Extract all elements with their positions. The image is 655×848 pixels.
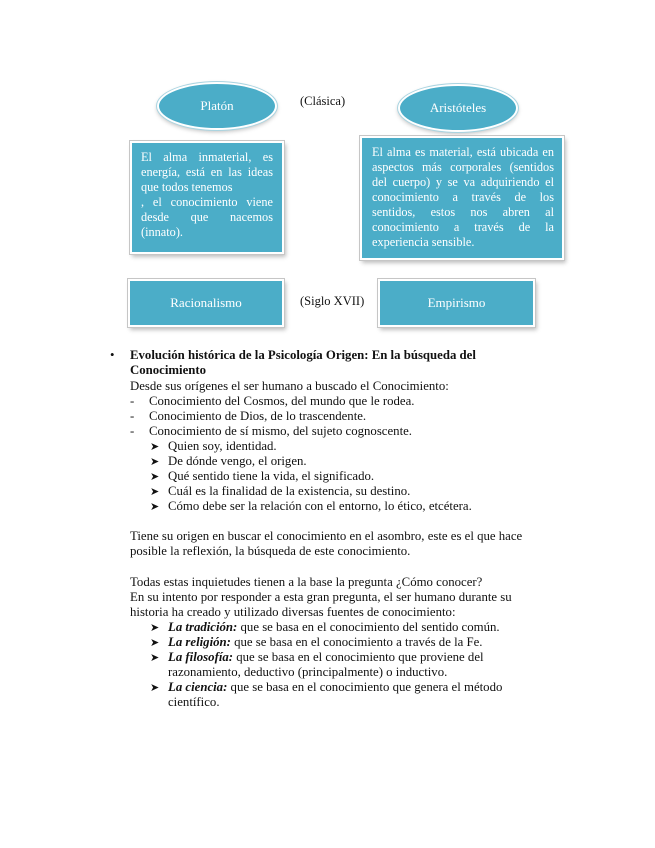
arrow-bullet-icon: ➤ [150,622,160,634]
intro-text: Desde sus orígenes el ser humano a buscado el Conocimiento: [130,379,449,393]
source-term: La tradición: [168,620,238,634]
platon-desc-part1: El alma inmaterial, es energía, está en las ideas que todos tenemos [141,150,273,194]
bullet: • [110,348,115,362]
source-continuation: razonamiento, deductivo (principalmente) o inductivo. [168,665,448,679]
dash: - [130,424,135,438]
arrow-item: Quien soy, identidad. [168,439,277,453]
section-heading-line2: Conocimiento [130,363,207,377]
dash: - [130,394,135,408]
arrow-item: Qué sentido tiene la vida, el significado. [168,469,375,483]
source-item-filosofia [168,650,484,665]
arrow-bullet-icon: ➤ [150,471,160,483]
aristoteles-label: Aristóteles [429,100,487,115]
source-item-ciencia [168,680,502,695]
section-heading-line1: Evolución histórica de la Psicología Origen: En la búsqueda del [130,348,476,362]
siglo-label: (Siglo XVII) [300,294,365,308]
platon-desc-part2: , el conocimiento viene desde que nacemos (innato). [141,195,273,239]
arrow-bullet-icon: ➤ [150,637,160,649]
dash: - [130,409,135,423]
arrow-bullet-icon: ➤ [150,501,160,513]
paragraph-1-line2: posible la reflexión, la búsqueda de este conocimiento. [130,544,411,558]
arrow-bullet-icon: ➤ [150,456,160,468]
source-term: La ciencia: [168,680,228,694]
source-term: La filosofía: [168,650,234,664]
aristoteles-description-box [360,136,564,260]
aristoteles-oval [398,84,518,132]
source-item-tradicion [168,620,500,635]
racionalismo-label: Racionalismo [170,295,242,310]
source-continuation: científico. [168,695,220,709]
arrow-bullet-icon: ➤ [150,652,160,664]
paragraph-2-line3: historia ha creado y utilizado diversas fuentes de conocimiento: [130,605,456,619]
paragraph-1-line1: Tiene su origen en buscar el conocimiento en el asombro, este es el que hace [130,529,523,543]
arrow-bullet-icon: ➤ [150,682,160,694]
arrow-bullet-icon: ➤ [150,486,160,498]
arrow-item: Cómo debe ser la relación con el entorno, lo ético, etcétera. [168,499,472,513]
racionalismo-box [128,279,284,327]
source-text: que se basa en el conocimiento a través de la Fe. [230,635,483,649]
source-text: que se basa en el conocimiento que genera el método [227,680,503,694]
empirismo-label: Empirismo [427,295,486,310]
platon-description-box [130,141,284,254]
aristoteles-desc: El alma es material, está ubicada en aspectos más corporales (sentidos del cuerpo) y se va adquiriendo el conocimiento a través de los sentidos, estos nos abren al conocimiento a través de la experiencia sensible. [372,145,554,249]
clasica-label: (Clásica) [300,94,346,108]
arrow-item: De dónde vengo, el origen. [168,454,307,468]
source-item-religion [168,635,483,650]
platon-label: Platón [200,98,234,113]
paragraph-2-line2: En su intento por responder a esta gran pregunta, el ser humano durante su [130,590,512,604]
dash-item: Conocimiento de Dios, de lo trascendente. [149,409,367,423]
arrow-item: Cuál es la finalidad de la existencia, su destino. [168,484,411,498]
paragraph-2-line1: Todas estas inquietudes tienen a la base la pregunta ¿Cómo conocer? [130,575,483,589]
dash-item: Conocimiento de sí mismo, del sujeto cognoscente. [149,424,413,438]
empirismo-box [378,279,535,327]
source-term: La religión: [168,635,231,649]
platon-oval [157,82,277,130]
arrow-bullet-icon: ➤ [150,441,160,453]
dash-item: Conocimiento del Cosmos, del mundo que le rodea. [149,394,415,408]
source-text: que se basa en el conocimiento que proviene del [233,650,484,664]
source-text: que se basa en el conocimiento del sentido común. [237,620,500,634]
